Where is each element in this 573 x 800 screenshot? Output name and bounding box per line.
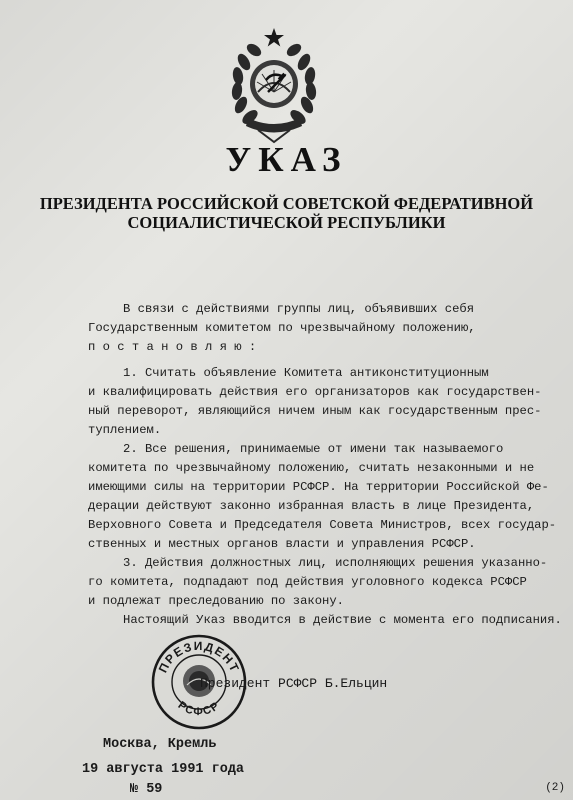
rsfsr-coat-of-arms-icon — [228, 26, 320, 144]
body-line: 3. Действия должностных лиц, исполняющих решения указанно- — [123, 556, 548, 570]
decree-title: УКАЗ — [225, 140, 348, 179]
decree-place: Москва, Кремль — [103, 737, 217, 752]
signature-text: Президент РСФСР Б.Ельцин — [200, 676, 388, 691]
body-line: Государственным комитетом по чрезвычайному положению, — [88, 321, 476, 335]
body-line: В связи с действиями группы лиц, объявивших себя — [123, 302, 475, 316]
body-line: Верховного Совета и Председателя Совета Министров, всех государ- — [88, 518, 557, 532]
body-line: имеющими силы на территории РСФСР. На территории Российской Фе- — [88, 480, 549, 494]
decree-subtitle-line-1: ПРЕЗИДЕНТА РОССИЙСКОЙ СОВЕТСКОЙ ФЕДЕРАТИВНОЙ — [39, 194, 534, 213]
page-number: (2) — [545, 782, 565, 794]
body-line: ный переворот, являющийся ничем иным как государственным прес- — [88, 404, 542, 418]
body-line: ственных и местных органов власти и управления РСФСР. — [88, 537, 476, 551]
body-line: туплением. — [88, 423, 162, 437]
svg-text:РСФСР — [176, 699, 223, 718]
body-line: п о с т а н о в л я ю : — [88, 340, 257, 354]
stamp-bottom-text: РСФСР — [175, 699, 223, 719]
body-line: 2. Все решения, принимаемые от имени так называемого — [123, 442, 504, 456]
body-line: и подлежат преследованию по закону. — [88, 594, 344, 608]
decree-subtitle-line-2: СОЦИАЛИСТИЧЕСКОЙ РЕСПУБЛИКИ — [127, 213, 446, 232]
body-line: дерации действуют законно избранная власть в лице Президента, — [88, 499, 535, 513]
body-line: Настоящий Указ вводится в действие с момента его подписания. — [123, 613, 562, 627]
body-line: го комитета, подпадают под действия уголовного кодекса РСФСР — [88, 575, 527, 589]
body-line: и квалифицировать действия его организаторов как государствен- — [88, 385, 542, 399]
body-line: комитета по чрезвычайному положению, считать незаконными и не — [88, 461, 535, 475]
body-line: 1. Считать объявление Комитета антиконституционным — [123, 366, 489, 380]
decree-date: 19 августа 1991 года — [82, 762, 245, 777]
stamp-top-text: ПРЕЗИДЕНТ — [155, 638, 243, 675]
decree-number: № 59 — [130, 782, 163, 797]
